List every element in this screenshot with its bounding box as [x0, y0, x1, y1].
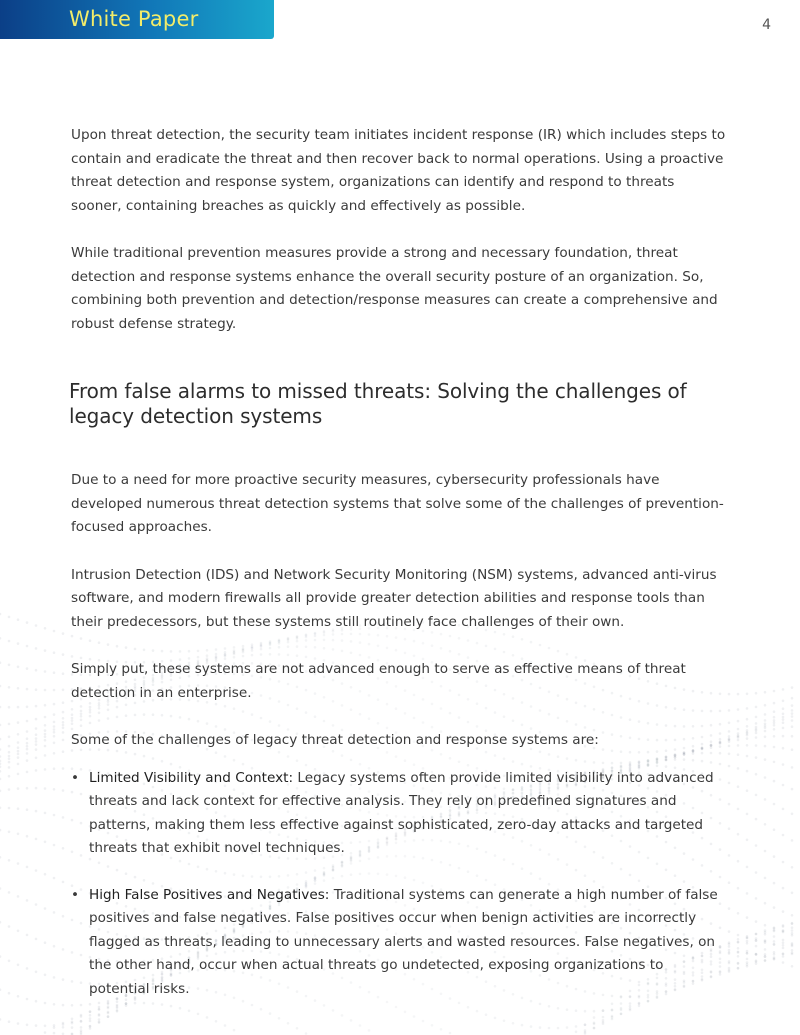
- section-paragraph: Simply put, these systems are not advanced enough to serve as effective means of threat detection in an enterprise.: [71, 661, 686, 701]
- intro-paragraph: Upon threat detection, the security team initiates incident response (IR) which includes steps to contain and eradicate the threat and then recover back to normal operations. Using a proactive threat detection and response system, organizations can identify and respond to threats sooner, containing breaches as quickly and effectively as possible.: [71, 127, 726, 214]
- list-item: [71, 884, 726, 1002]
- bullet-dot-icon: •: [71, 886, 80, 903]
- section-paragraph: Intrusion Detection (IDS) and Network Security Monitoring (NSM) systems, advanced anti-virus software, and modern firewalls all provide greater detection abilities and response tools than their predecessors, but these systems still routinely face challenges of their own.: [71, 566, 717, 630]
- banner-title: White Paper: [69, 7, 199, 31]
- page-number: 4: [762, 17, 771, 33]
- bullet-dot-icon: •: [71, 769, 80, 786]
- section-heading: From false alarms to missed threats: Solving the challenges of legacy detection systems: [69, 379, 687, 428]
- section-paragraph: Due to a need for more proactive security measures, cybersecurity professionals have developed numerous threat detection systems that solve some of the challenges of prevention-focused approaches.: [71, 472, 724, 535]
- page-content: [71, 124, 726, 1024]
- list-item: [71, 767, 726, 861]
- challenges-list: [71, 767, 726, 1002]
- header-banner: [0, 0, 274, 39]
- bullet-text: Traditional systems can generate a high number of false positives and false negatives. False positives occur when benign activities are incorrectly flagged as threats, leading to unnecessary alerts and wasted resources. False negatives, on the other hand, occur when actual threats go undetected, exposing organizations to potential risks.: [89, 886, 718, 997]
- section-paragraph: Some of the challenges of legacy threat detection and response systems are:: [71, 732, 599, 748]
- bullet-term: High False Positives and Negatives:: [89, 886, 330, 903]
- bullet-text: Legacy systems often provide limited visibility into advanced threats and lack context for effective analysis. They rely on predefined signatures and patterns, making them less effective against sophisticated, zero-day attacks and targeted threats that exhibit novel techniques.: [89, 769, 714, 856]
- intro-paragraph: While traditional prevention measures provide a strong and necessary foundation, threat detection and response systems enhance the overall security posture of an organization. So, combining both prevention and detection/response measures can create a comprehensive and robust defense strategy.: [71, 245, 718, 332]
- bullet-term: Limited Visibility and Context:: [89, 769, 294, 786]
